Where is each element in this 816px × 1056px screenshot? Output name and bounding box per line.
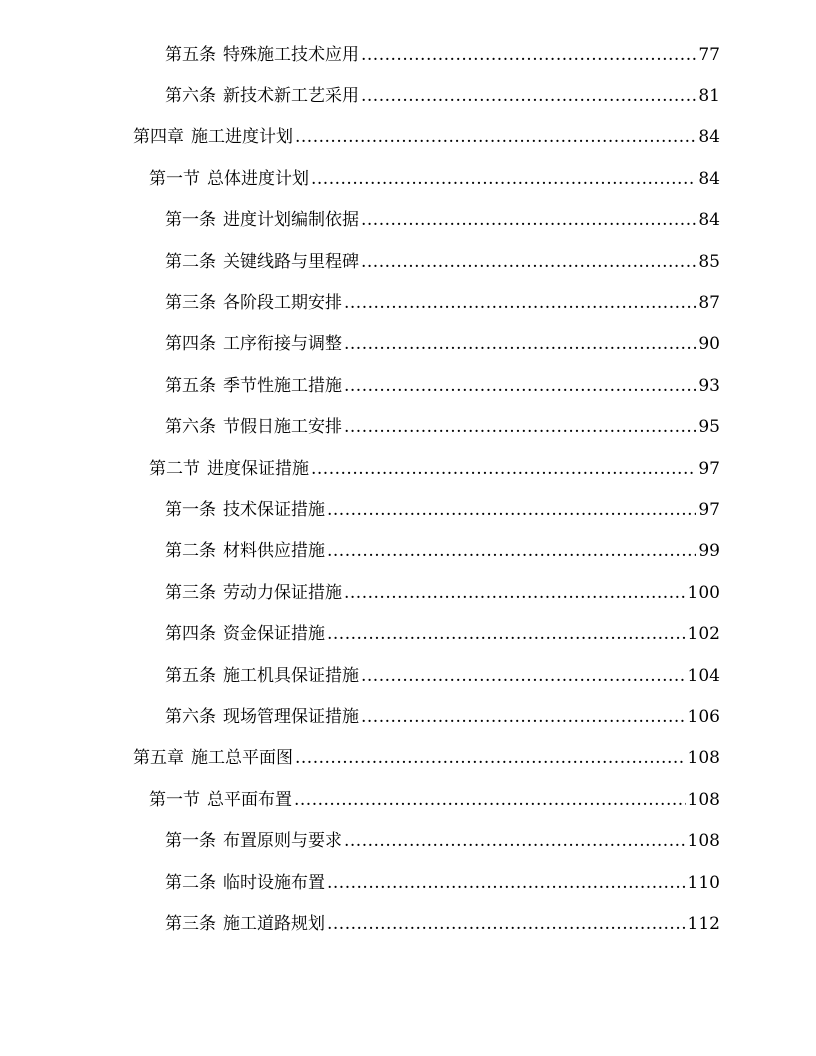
toc-leader-dots [361,210,696,230]
toc-entry-text: 技术保证措施 [223,499,325,520]
toc-leader-dots [344,293,696,313]
toc-leader-dots [327,624,686,644]
toc-page-number: 99 [698,541,720,562]
toc-entry[interactable] [0,531,816,572]
toc-entry-text: 季节性施工措施 [223,375,342,396]
toc-leader-dots [327,914,686,934]
toc-page-number: 108 [687,831,720,852]
toc-page-number: 112 [687,913,720,934]
toc-page-number: 108 [687,789,720,810]
toc-entry-text: 工序衔接与调整 [223,334,342,355]
toc-entry-text: 施工道路规划 [223,913,325,934]
toc-entry-number: 第二条 [165,251,216,272]
toc-entry-number: 第一条 [165,831,216,852]
toc-entry-number: 第三条 [165,582,216,603]
toc-leader-dots [294,790,686,810]
toc-page-number: 102 [687,624,720,645]
toc-entry[interactable] [0,572,816,613]
toc-page-number: 97 [698,458,720,479]
toc-entry-number: 第三条 [165,293,216,314]
toc-entry-number: 第四条 [165,624,216,645]
toc-entry-title [165,293,342,313]
toc-leader-dots [344,376,696,396]
toc-entry-title [165,873,325,893]
toc-entry[interactable] [0,407,816,448]
toc-leader-dots [344,417,696,437]
toc-leader-dots [327,873,686,893]
toc-entry-text: 总体进度计划 [207,168,309,189]
toc-entry-title [133,748,293,768]
toc-entry[interactable] [0,282,816,323]
toc-entry-text: 施工进度计划 [191,127,293,148]
toc-entry-text: 关键线路与里程碑 [223,251,359,272]
toc-entry-text: 新技术新工艺采用 [223,86,359,107]
toc-leader-dots [344,334,696,354]
toc-entry-section[interactable] [0,448,816,489]
toc-entry[interactable] [0,820,816,861]
toc-entry[interactable] [0,200,816,241]
toc-entry-text: 劳动力保证措施 [223,582,342,603]
toc-entry-title [165,541,325,561]
toc-entry-number: 第六条 [165,86,216,107]
toc-page-number: 95 [698,417,720,438]
toc-entry-title [165,707,359,727]
toc-leader-dots [295,127,696,147]
toc-entry[interactable] [0,903,816,944]
toc-entry-title [165,500,325,520]
toc-page-number: 97 [698,499,720,520]
toc-entry-number: 第六条 [165,706,216,727]
toc-entry-text: 资金保证措施 [223,624,325,645]
toc-leader-dots [361,707,686,727]
toc-page-number: 93 [698,375,720,396]
toc-entry-chapter[interactable] [0,738,816,779]
toc-entry-number: 第五条 [165,665,216,686]
toc-entry-text: 特殊施工技术应用 [223,44,359,65]
toc-page-number: 87 [698,293,720,314]
toc-leader-dots [295,748,686,768]
toc-entry-text: 布置原则与要求 [223,831,342,852]
toc-page-number: 84 [698,168,720,189]
toc-entry-section[interactable] [0,158,816,199]
toc-entry-text: 施工总平面图 [191,748,293,769]
toc-leader-dots [361,45,696,65]
toc-entry-number: 第三条 [165,913,216,934]
toc-leader-dots [327,541,696,561]
toc-entry-title [165,334,342,354]
toc-entry-number: 第一条 [165,210,216,231]
toc-leader-dots [311,459,696,479]
toc-entry[interactable] [0,241,816,282]
toc-page-number: 84 [698,210,720,231]
toc-entry-text: 进度计划编制依据 [223,210,359,231]
toc-entry[interactable] [0,34,816,75]
toc-page-number: 106 [687,706,720,727]
toc-entry-title [165,45,359,65]
toc-leader-dots [344,831,686,851]
toc-page-number: 81 [698,86,720,107]
toc-entry-text: 进度保证措施 [207,458,309,479]
toc-entry-title [165,831,342,851]
toc-entry-number: 第二条 [165,872,216,893]
toc-entry-text: 各阶段工期安排 [223,293,342,314]
toc-entry-title [165,210,359,230]
toc-entry-number: 第五条 [165,44,216,65]
toc-entry-number: 第一节 [149,789,200,810]
toc-entry-title [149,790,292,810]
toc-entry-text: 材料供应措施 [223,541,325,562]
toc-entry-title [165,914,325,934]
toc-entry-number: 第四条 [165,334,216,355]
toc-entry-text: 施工机具保证措施 [223,665,359,686]
toc-entry[interactable] [0,862,816,903]
toc-entry-number: 第一条 [165,499,216,520]
toc-page-number: 100 [687,582,720,603]
toc-entry[interactable] [0,696,816,737]
toc-entry-title [165,666,359,686]
toc-leader-dots [311,169,696,189]
toc-leader-dots [361,252,696,272]
toc-entry[interactable] [0,655,816,696]
toc-entry-chapter[interactable] [0,117,816,158]
toc-leader-dots [327,500,696,520]
toc-entry-title [165,252,359,272]
toc-leader-dots [361,86,696,106]
toc-entry-text: 临时设施布置 [223,872,325,893]
toc-entry-text: 节假日施工安排 [223,417,342,438]
toc-entry-text: 总平面布置 [207,789,292,810]
toc-entry-title [165,376,342,396]
toc-entry-title [165,583,342,603]
table-of-contents [0,34,816,945]
toc-entry-number: 第二节 [149,458,200,479]
toc-entry-title [149,169,309,189]
toc-entry[interactable] [0,75,816,116]
toc-entry-text: 现场管理保证措施 [223,706,359,727]
toc-entry-number: 第四章 [133,127,184,148]
toc-entry[interactable] [0,613,816,654]
toc-entry[interactable] [0,489,816,530]
toc-page-number: 85 [698,251,720,272]
toc-entry-number: 第二条 [165,541,216,562]
toc-entry-number: 第五条 [165,375,216,396]
toc-entry-title [165,624,325,644]
toc-page-number: 110 [687,872,720,893]
toc-page-number: 108 [687,748,720,769]
toc-entry-number: 第五章 [133,748,184,769]
toc-entry-title [165,86,359,106]
toc-entry[interactable] [0,324,816,365]
toc-page-number: 104 [687,665,720,686]
toc-entry-number: 第一节 [149,168,200,189]
toc-page-number: 90 [698,334,720,355]
toc-leader-dots [344,583,686,603]
toc-entry-title [165,417,342,437]
toc-entry[interactable] [0,365,816,406]
toc-entry-title [133,127,293,147]
toc-page-number: 77 [698,44,720,65]
toc-entry-number: 第六条 [165,417,216,438]
toc-page-number: 84 [698,127,720,148]
toc-entry-title [149,459,309,479]
toc-entry-section[interactable] [0,779,816,820]
toc-leader-dots [361,666,686,686]
